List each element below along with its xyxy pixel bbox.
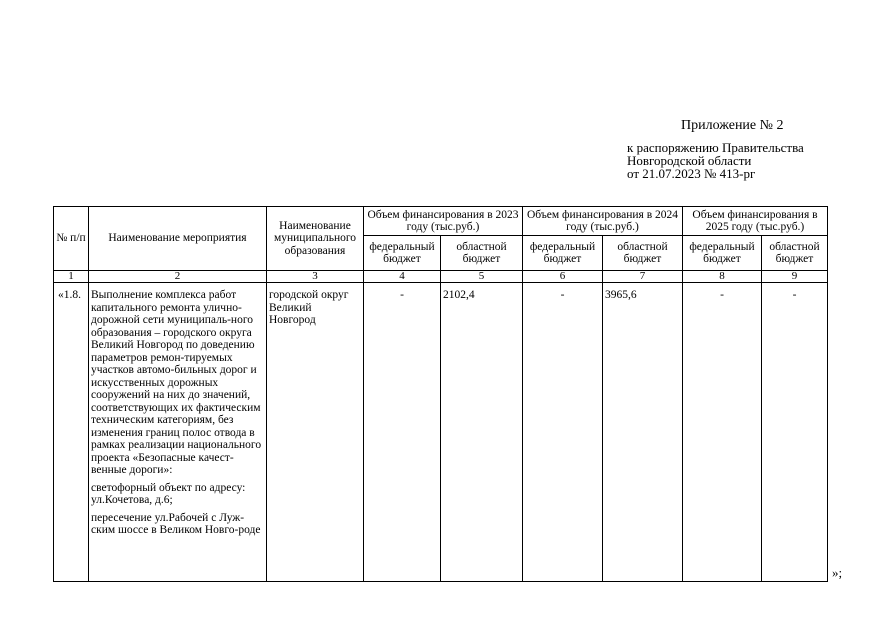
annex-title: Приложение № 2 bbox=[681, 118, 784, 133]
value-2023-federal: - bbox=[364, 283, 441, 582]
column-number: 4 bbox=[364, 271, 441, 283]
header-2024-regional: областной бюджет bbox=[603, 236, 683, 271]
municipality-cell: городской округ Великий Новгород bbox=[267, 283, 364, 582]
annex-line-2: Новгородской области bbox=[627, 153, 752, 168]
table-row bbox=[54, 283, 828, 582]
closing-quote: »; bbox=[832, 565, 843, 580]
annex-header bbox=[627, 119, 804, 180]
column-number: 3 bbox=[267, 271, 364, 283]
header-no: № п/п bbox=[54, 207, 89, 271]
column-number: 9 bbox=[762, 271, 828, 283]
row-number: «1.8. bbox=[54, 283, 89, 582]
column-number: 8 bbox=[683, 271, 762, 283]
annex-line-1: к распоряжению Правительства bbox=[627, 140, 804, 155]
event-cell bbox=[89, 283, 267, 582]
column-numbers-row bbox=[54, 271, 828, 283]
value-2023-regional: 2102,4 bbox=[441, 283, 523, 582]
header-2023-regional: областной бюджет bbox=[441, 236, 523, 271]
column-number: 5 bbox=[441, 271, 523, 283]
header-municipality: Наименование муниципального образования bbox=[267, 207, 364, 271]
column-number: 7 bbox=[603, 271, 683, 283]
column-number: 1 bbox=[54, 271, 89, 283]
value-2024-federal: - bbox=[523, 283, 603, 582]
header-2023: Объем финансирования в 2023 году (тыс.руб.) bbox=[364, 207, 523, 236]
event-item-2: пересечение ул.Рабочей с Луж-ским шоссе в Великом Новго-роде bbox=[91, 511, 261, 536]
header-2025-federal: федеральный бюджет bbox=[683, 236, 762, 271]
header-2023-federal: федеральный бюджет bbox=[364, 236, 441, 271]
value-2025-regional: - bbox=[762, 283, 828, 582]
header-2025: Объем финансирования в 2025 году (тыс.руб.) bbox=[683, 207, 828, 236]
header-2024: Объем финансирования в 2024 году (тыс.руб.) bbox=[523, 207, 683, 236]
annex-line-3: от 21.07.2023 № 413-рг bbox=[627, 166, 756, 181]
event-description: Выполнение комплекса работ капитального ремонта улично-дорожной сети муниципаль-ного образования – городского округа Великий Новгород по доведению параметров ремон-тируемых участков автомо-бильных дорог и искусственных дорожных сооружений на них до значений, соответствующих их фактическим техническим категориям, без изменения границ полос отвода в рамках реализации национального проекта «Безопасные качест-венные дороги»: bbox=[91, 289, 262, 476]
column-number: 2 bbox=[89, 271, 267, 283]
header-2024-federal: федеральный бюджет bbox=[523, 236, 603, 271]
column-number: 6 bbox=[523, 271, 603, 283]
header-2025-regional: областной бюджет bbox=[762, 236, 828, 271]
event-item-1: светофорный объект по адресу: ул.Кочетова, д.6; bbox=[91, 481, 246, 506]
value-2025-federal: - bbox=[683, 283, 762, 582]
value-2024-regional: 3965,6 bbox=[603, 283, 683, 582]
financing-table bbox=[53, 206, 828, 582]
header-event: Наименование мероприятия bbox=[89, 207, 267, 271]
